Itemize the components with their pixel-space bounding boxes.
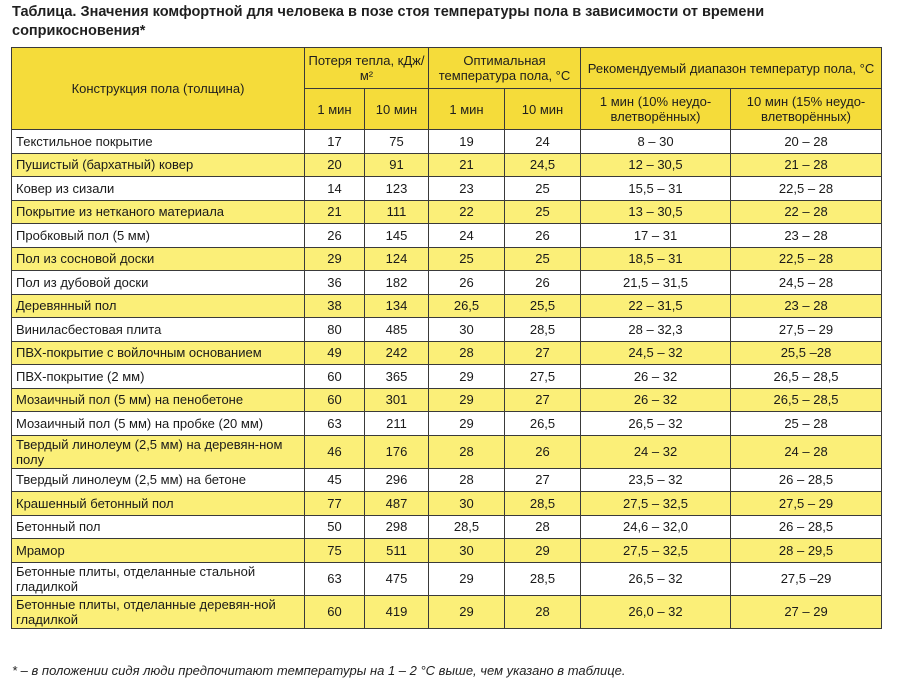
heat-loss-10min-cell: 487 (365, 492, 429, 516)
table-row (12, 562, 882, 595)
optimal-10min-cell: 28,5 (505, 318, 581, 342)
optimal-1min-cell: 28 (429, 468, 505, 492)
heat-loss-10min-cell: 298 (365, 515, 429, 539)
optimal-10min-cell: 24,5 (505, 153, 581, 177)
heat-loss-1min-cell: 63 (305, 562, 365, 595)
table-row (12, 435, 882, 468)
recommended-1min-cell: 8 – 30 (581, 130, 731, 154)
floor-name-cell: Виниласбестовая плита (12, 318, 305, 342)
optimal-10min-cell: 27 (505, 388, 581, 412)
table-row (12, 177, 882, 201)
floor-name-cell: Пушистый (бархатный) ковер (12, 153, 305, 177)
recommended-1min-cell: 23,5 – 32 (581, 468, 731, 492)
recommended-1min-cell: 26,5 – 32 (581, 562, 731, 595)
floor-name-cell: Пробковый пол (5 мм) (12, 224, 305, 248)
heat-loss-10min-cell: 511 (365, 539, 429, 563)
heat-loss-10min-cell: 91 (365, 153, 429, 177)
optimal-1min-cell: 29 (429, 365, 505, 389)
heat-loss-10min-cell: 182 (365, 271, 429, 295)
recommended-10min-cell: 22,5 – 28 (731, 177, 882, 201)
table-body (12, 130, 882, 629)
optimal-10min-cell: 26 (505, 224, 581, 248)
floor-name-cell: Текстильное покрытие (12, 130, 305, 154)
table-row (12, 130, 882, 154)
optimal-10min-cell: 28 (505, 515, 581, 539)
floor-name-cell: Твердый линолеум (2,5 мм) на деревян-ном полу (12, 435, 305, 468)
header-construction: Конструкция пола (толщина) (12, 48, 305, 130)
optimal-10min-cell: 25 (505, 247, 581, 271)
optimal-1min-cell: 29 (429, 595, 505, 628)
optimal-10min-cell: 24 (505, 130, 581, 154)
recommended-1min-cell: 24,6 – 32,0 (581, 515, 731, 539)
table-row (12, 539, 882, 563)
floor-name-cell: Пол из дубовой доски (12, 271, 305, 295)
heat-loss-10min-cell: 485 (365, 318, 429, 342)
recommended-1min-cell: 24,5 – 32 (581, 341, 731, 365)
header-heat-loss: Потеря тепла, кДж/м² (305, 48, 429, 89)
optimal-10min-cell: 26 (505, 271, 581, 295)
heat-loss-10min-cell: 134 (365, 294, 429, 318)
optimal-10min-cell: 28,5 (505, 492, 581, 516)
optimal-1min-cell: 26,5 (429, 294, 505, 318)
floor-name-cell: Мозаичный пол (5 мм) на пенобетоне (12, 388, 305, 412)
heat-loss-1min-cell: 17 (305, 130, 365, 154)
recommended-1min-cell: 18,5 – 31 (581, 247, 731, 271)
floor-name-cell: Твердый линолеум (2,5 мм) на бетоне (12, 468, 305, 492)
table-row (12, 412, 882, 436)
heat-loss-1min-cell: 38 (305, 294, 365, 318)
recommended-10min-cell: 26 – 28,5 (731, 515, 882, 539)
floor-name-cell: ПВХ-покрытие с войлочным основанием (12, 341, 305, 365)
optimal-1min-cell: 30 (429, 492, 505, 516)
heat-loss-1min-cell: 14 (305, 177, 365, 201)
header-loss-10min: 10 мин (365, 89, 429, 130)
heat-loss-1min-cell: 60 (305, 365, 365, 389)
optimal-1min-cell: 23 (429, 177, 505, 201)
recommended-10min-cell: 26,5 – 28,5 (731, 388, 882, 412)
floor-name-cell: ПВХ-покрытие (2 мм) (12, 365, 305, 389)
optimal-1min-cell: 22 (429, 200, 505, 224)
recommended-1min-cell: 24 – 32 (581, 435, 731, 468)
optimal-1min-cell: 28,5 (429, 515, 505, 539)
heat-loss-1min-cell: 77 (305, 492, 365, 516)
heat-loss-1min-cell: 60 (305, 388, 365, 412)
table-row (12, 294, 882, 318)
recommended-1min-cell: 26 – 32 (581, 365, 731, 389)
floor-name-cell: Пол из сосновой доски (12, 247, 305, 271)
recommended-10min-cell: 24 – 28 (731, 435, 882, 468)
heat-loss-10min-cell: 419 (365, 595, 429, 628)
heat-loss-10min-cell: 242 (365, 341, 429, 365)
heat-loss-1min-cell: 20 (305, 153, 365, 177)
floor-name-cell: Деревянный пол (12, 294, 305, 318)
table-row (12, 388, 882, 412)
floor-name-cell: Мозаичный пол (5 мм) на пробке (20 мм) (12, 412, 305, 436)
optimal-10min-cell: 27 (505, 341, 581, 365)
table-row (12, 271, 882, 295)
heat-loss-1min-cell: 26 (305, 224, 365, 248)
table-row (12, 318, 882, 342)
optimal-10min-cell: 26,5 (505, 412, 581, 436)
heat-loss-1min-cell: 29 (305, 247, 365, 271)
optimal-1min-cell: 21 (429, 153, 505, 177)
optimal-10min-cell: 28,5 (505, 562, 581, 595)
recommended-10min-cell: 23 – 28 (731, 224, 882, 248)
floor-name-cell: Ковер из сизали (12, 177, 305, 201)
recommended-10min-cell: 26,5 – 28,5 (731, 365, 882, 389)
table-row (12, 595, 882, 628)
table-row (12, 515, 882, 539)
header-rec-1min: 1 мин (10% неудо-влетворённых) (581, 89, 731, 130)
heat-loss-1min-cell: 49 (305, 341, 365, 365)
heat-loss-10min-cell: 123 (365, 177, 429, 201)
floor-name-cell: Покрытие из нетканого материала (12, 200, 305, 224)
recommended-1min-cell: 17 – 31 (581, 224, 731, 248)
recommended-1min-cell: 26,5 – 32 (581, 412, 731, 436)
optimal-1min-cell: 28 (429, 341, 505, 365)
recommended-10min-cell: 20 – 28 (731, 130, 882, 154)
header-rec-10min: 10 мин (15% неудо-влетворённых) (731, 89, 882, 130)
recommended-1min-cell: 15,5 – 31 (581, 177, 731, 201)
heat-loss-1min-cell: 63 (305, 412, 365, 436)
optimal-10min-cell: 28 (505, 595, 581, 628)
recommended-10min-cell: 24,5 – 28 (731, 271, 882, 295)
recommended-10min-cell: 25,5 –28 (731, 341, 882, 365)
heat-loss-1min-cell: 80 (305, 318, 365, 342)
optimal-1min-cell: 30 (429, 539, 505, 563)
header-loss-1min: 1 мин (305, 89, 365, 130)
floor-name-cell: Бетонный пол (12, 515, 305, 539)
optimal-1min-cell: 28 (429, 435, 505, 468)
header-optimal-temp: Оптимальная температура пола, °С (429, 48, 581, 89)
recommended-10min-cell: 26 – 28,5 (731, 468, 882, 492)
recommended-10min-cell: 22 – 28 (731, 200, 882, 224)
recommended-1min-cell: 13 – 30,5 (581, 200, 731, 224)
optimal-10min-cell: 29 (505, 539, 581, 563)
recommended-10min-cell: 23 – 28 (731, 294, 882, 318)
recommended-1min-cell: 27,5 – 32,5 (581, 539, 731, 563)
optimal-10min-cell: 25 (505, 177, 581, 201)
heat-loss-1min-cell: 50 (305, 515, 365, 539)
optimal-10min-cell: 27 (505, 468, 581, 492)
optimal-1min-cell: 29 (429, 562, 505, 595)
recommended-1min-cell: 26,0 – 32 (581, 595, 731, 628)
optimal-1min-cell: 19 (429, 130, 505, 154)
optimal-1min-cell: 26 (429, 271, 505, 295)
table-row (12, 224, 882, 248)
recommended-10min-cell: 25 – 28 (731, 412, 882, 436)
optimal-1min-cell: 24 (429, 224, 505, 248)
floor-name-cell: Бетонные плиты, отделанные стальной гладилкой (12, 562, 305, 595)
heat-loss-10min-cell: 211 (365, 412, 429, 436)
recommended-1min-cell: 26 – 32 (581, 388, 731, 412)
recommended-10min-cell: 27,5 – 29 (731, 318, 882, 342)
heat-loss-10min-cell: 296 (365, 468, 429, 492)
recommended-10min-cell: 28 – 29,5 (731, 539, 882, 563)
table-row (12, 341, 882, 365)
table-row (12, 200, 882, 224)
recommended-10min-cell: 21 – 28 (731, 153, 882, 177)
footnote: * – в положении сидя люди предпочитают температуры на 1 – 2 °С выше, чем указано в таблице. (12, 663, 626, 678)
floor-temperature-table (11, 47, 882, 629)
optimal-10min-cell: 25,5 (505, 294, 581, 318)
optimal-1min-cell: 25 (429, 247, 505, 271)
table-row (12, 492, 882, 516)
heat-loss-10min-cell: 75 (365, 130, 429, 154)
optimal-1min-cell: 29 (429, 412, 505, 436)
heat-loss-1min-cell: 21 (305, 200, 365, 224)
optimal-10min-cell: 25 (505, 200, 581, 224)
recommended-1min-cell: 12 – 30,5 (581, 153, 731, 177)
optimal-10min-cell: 27,5 (505, 365, 581, 389)
header-opt-10min: 10 мин (505, 89, 581, 130)
recommended-10min-cell: 22,5 – 28 (731, 247, 882, 271)
table-row (12, 153, 882, 177)
heat-loss-1min-cell: 36 (305, 271, 365, 295)
recommended-10min-cell: 27 – 29 (731, 595, 882, 628)
heat-loss-10min-cell: 365 (365, 365, 429, 389)
heat-loss-10min-cell: 145 (365, 224, 429, 248)
heat-loss-10min-cell: 301 (365, 388, 429, 412)
table-row (12, 365, 882, 389)
heat-loss-10min-cell: 475 (365, 562, 429, 595)
heat-loss-1min-cell: 45 (305, 468, 365, 492)
recommended-10min-cell: 27,5 –29 (731, 562, 882, 595)
header-recommended-range: Рекомендуемый диапазон температур пола, °С (581, 48, 882, 89)
floor-name-cell: Мрамор (12, 539, 305, 563)
table-row (12, 247, 882, 271)
recommended-10min-cell: 27,5 – 29 (731, 492, 882, 516)
floor-name-cell: Бетонные плиты, отделанные деревян-ной гладилкой (12, 595, 305, 628)
floor-name-cell: Крашенный бетонный пол (12, 492, 305, 516)
optimal-10min-cell: 26 (505, 435, 581, 468)
header-opt-1min: 1 мин (429, 89, 505, 130)
heat-loss-1min-cell: 75 (305, 539, 365, 563)
heat-loss-10min-cell: 111 (365, 200, 429, 224)
recommended-1min-cell: 21,5 – 31,5 (581, 271, 731, 295)
heat-loss-1min-cell: 46 (305, 435, 365, 468)
table-row (12, 468, 882, 492)
table-title: Таблица. Значения комфортной для человека в позе стоя температуры пола в зависимости от времени соприкосновения* (12, 4, 765, 39)
optimal-1min-cell: 29 (429, 388, 505, 412)
heat-loss-1min-cell: 60 (305, 595, 365, 628)
heat-loss-10min-cell: 176 (365, 435, 429, 468)
optimal-1min-cell: 30 (429, 318, 505, 342)
recommended-1min-cell: 28 – 32,3 (581, 318, 731, 342)
heat-loss-10min-cell: 124 (365, 247, 429, 271)
recommended-1min-cell: 27,5 – 32,5 (581, 492, 731, 516)
recommended-1min-cell: 22 – 31,5 (581, 294, 731, 318)
